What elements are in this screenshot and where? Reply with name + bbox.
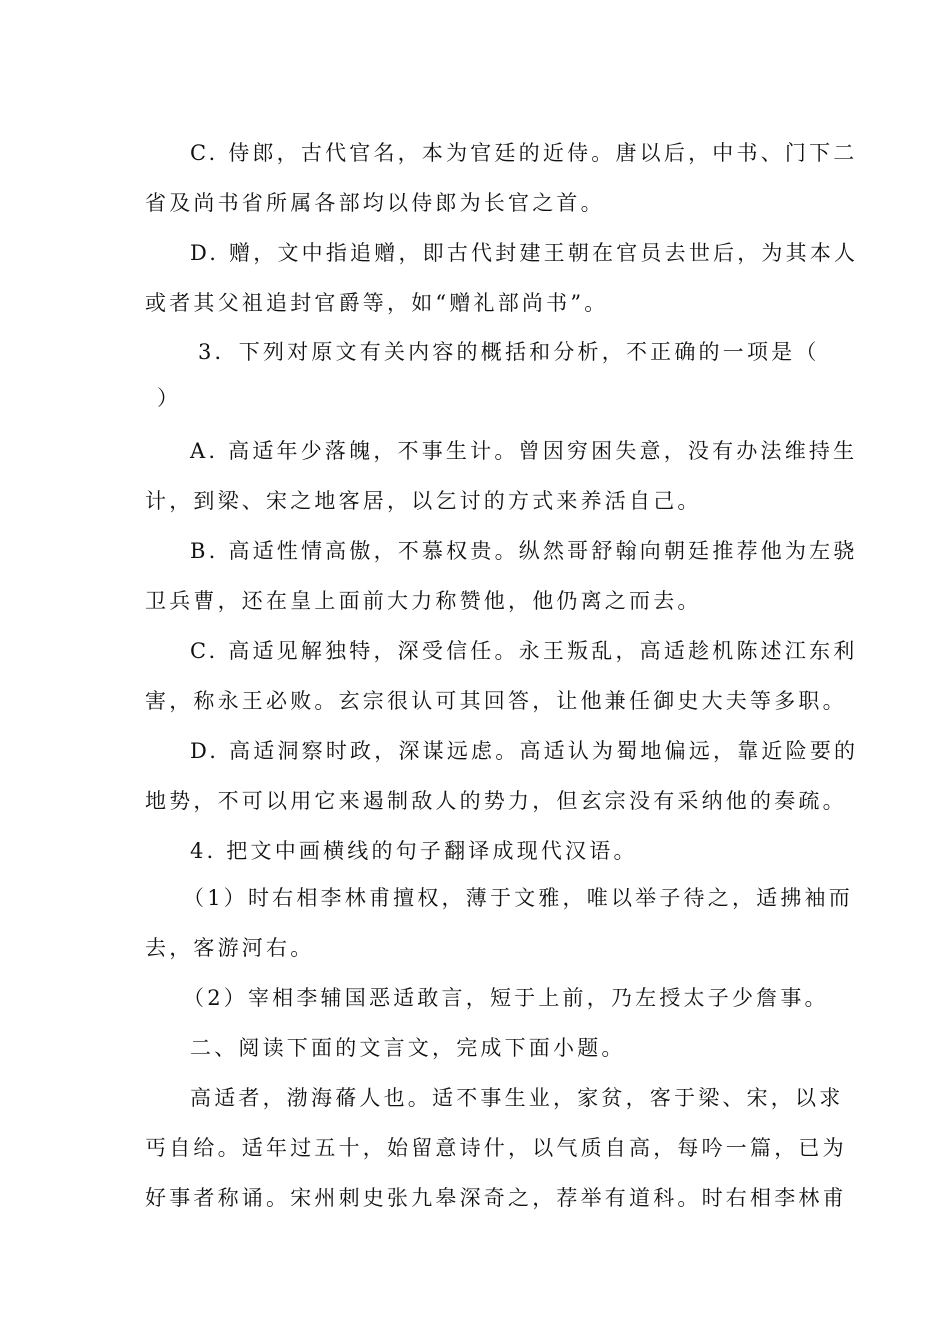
question-3-line-2: ） [157,386,182,410]
q3-option-c-line-1: C. 高适见解独特，深受信任。永王叛乱，高适趁机陈述江东利 [190,639,858,663]
q4-sentence-2: （2）宰相李辅国恶适敢言，短于上前，乃左授太子少詹事。 [183,986,829,1010]
passage-line-3: 好事者称诵。宋州刺史张九皋深奇之，荐举有道科。时右相李林甫 [145,1186,847,1210]
question-4: 4. 把文中画横线的句子翻译成现代汉语。 [190,839,638,863]
q4-sentence-1-line-1: （1）时右相李林甫擅权，薄于文雅，唯以举子待之，适拂袖而 [183,886,853,910]
option-d-line-1: D. 赠，文中指追赠，即古代封建王朝在官员去世后，为其本人 [190,241,859,265]
q3-option-a-line-2: 计，到梁、宋之地客居，以乞讨的方式来养活自己。 [145,489,702,513]
section-2-heading: 二、阅读下面的文言文，完成下面小题。 [190,1036,626,1060]
q3-option-a-line-1: A. 高适年少落魄，不事生计。曾因穷困失意，没有办法维持生 [190,439,858,463]
option-c-line-1: C. 侍郎，古代官名，本为官廷的近侍。唐以后，中书、门下二 [190,141,858,165]
q3-option-d-line-1: D. 高适洞察时政，深谋远虑。高适认为蜀地偏远，靠近险要的 [190,739,859,763]
option-d-line-2: 或者其父祖追封官爵等，如“赠礼部尚书”。 [145,291,609,315]
passage-line-2: 丐自给。适年过五十，始留意诗什，以气质自高，每吟一篇，已为 [145,1136,847,1160]
q3-option-b-line-1: B. 高适性情高傲，不慕权贵。纵然哥舒翰向朝廷推荐他为左骁 [190,539,858,563]
option-c-line-2: 省及尚书省所属各部均以侍郎为长官之首。 [145,191,605,215]
q4-sentence-1-line-2: 去，客游河右。 [145,936,315,960]
q3-option-d-line-2: 地势，不可以用它来遏制敌人的势力，但玄宗没有采纳他的奏疏。 [145,789,847,813]
question-3-line-1: 3．下列对原文有关内容的概括和分析，不正确的一项是（ [198,340,820,364]
passage-line-1: 高适者，渤海蓨人也。适不事生业，家贫，客于梁、宋，以求 [190,1086,844,1110]
q3-option-c-line-2: 害，称永王必败。玄宗很认可其回答，让他兼任御史大夫等多职。 [145,689,847,713]
q3-option-b-line-2: 卫兵曹，还在皇上面前大力称赞他，他仍离之而去。 [145,589,702,613]
